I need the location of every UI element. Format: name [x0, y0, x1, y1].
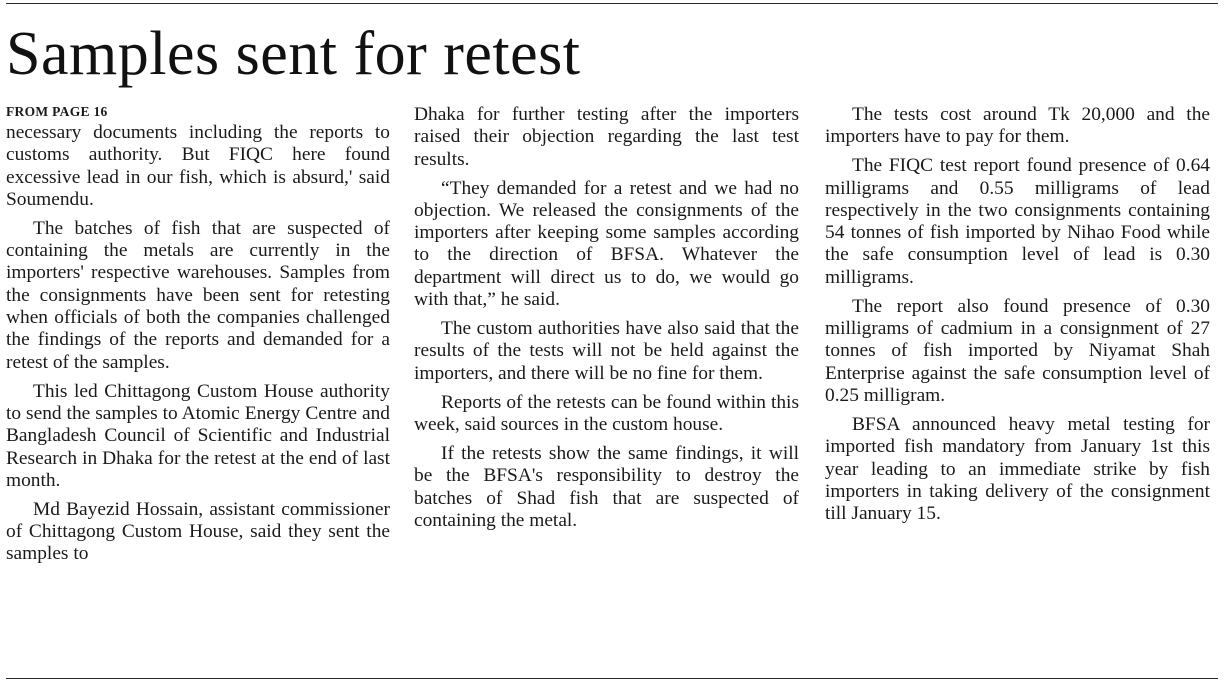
paragraph: The custom authorities have also said that the results of the tests will not be held against the importers, and there will be no fine for them.	[414, 318, 799, 384]
headline: Samples sent for retest	[6, 20, 581, 88]
bottom-rule	[6, 678, 1218, 679]
paragraph: BFSA announced heavy metal testing for imported fish mandatory from January 1st this year leading to an immediate strike by fish importers in taking delivery of the consignment till January 15.	[825, 413, 1210, 525]
article-column-1	[6, 103, 390, 572]
paragraph: “They demanded for a retest and we had no objection. We released the consignments of the importers after keeping some samples according to the direction of BFSA. Whatever the department will direct us to do, we would go with that,” he said.	[414, 177, 799, 311]
paragraph: Md Bayezid Hossain, assistant commissioner of Chittagong Custom House, said they sent the samples to	[6, 498, 390, 565]
top-rule	[6, 3, 1218, 4]
continuation-kicker: FROM PAGE 16	[6, 104, 108, 119]
article-column-3	[825, 104, 1210, 532]
paragraph: If the retests show the same findings, it will be the BFSA's responsibility to destroy the batches of Shad fish that are suspected of containing the metal.	[414, 442, 799, 531]
article-column-2	[414, 104, 799, 539]
paragraph: Dhaka for further testing after the importers raised their objection regarding the last test results.	[414, 104, 799, 170]
paragraph: Reports of the retests can be found within this week, said sources in the custom house.	[414, 391, 799, 435]
paragraph: necessary documents including the reports to customs authority. But FIQC here found excessive lead in our fish, which is absurd,' said Soumendu.	[6, 122, 390, 210]
paragraph: The batches of fish that are suspected of containing the metals are currently in the importers' respective warehouses. Samples from the consignments have been sent for retesting when officials of both the companies challenged the findings of the reports and demanded for a retest of the samples.	[6, 217, 390, 373]
paragraph: The FIQC test report found presence of 0.64 milligrams and 0.55 milligrams of lead respectively in the two consignments containing 54 tonnes of fish imported by Nihao Food while the safe consumption level of lead is 0.30 milligrams.	[825, 155, 1210, 288]
paragraph: The tests cost around Tk 20,000 and the importers have to pay for them.	[825, 104, 1210, 148]
paragraph: This led Chittagong Custom House authority to send the samples to Atomic Energy Centre and Bangladesh Council of Scientific and Industrial Research in Dhaka for the retest at the end of last month.	[6, 380, 390, 491]
paragraph: The report also found presence of 0.30 milligrams of cadmium in a consignment of 27 tonnes of fish imported by Niyamat Shah Enterprise against the safe consumption level of 0.25 milligram.	[825, 295, 1210, 406]
